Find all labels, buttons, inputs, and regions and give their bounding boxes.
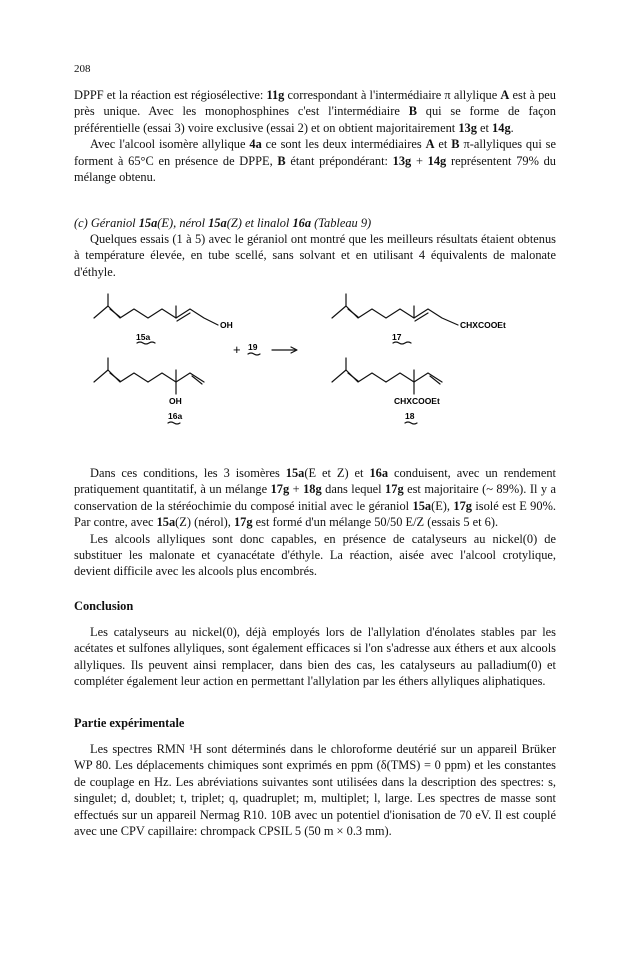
chain-bond	[332, 370, 442, 382]
text-run: (Z) et linalol	[226, 216, 293, 230]
chxcooet-label-top: CHXCOOEt	[460, 320, 506, 330]
wavy-underline	[393, 342, 411, 344]
compound-label-18: 18	[405, 411, 415, 421]
text-run: (c) Géraniol	[74, 216, 139, 230]
compound-ref: 14g	[492, 120, 511, 135]
paragraph-5: Les alcools allyliques sont donc capables, en présence de catalyseurs au nickel(0) de substituer les malonate et cyanacétate d'éthyle. La réaction, aisée avec l'alcool crotylique, devient difficile avec les alcools plus encombrés.	[74, 531, 556, 579]
intermediate-ref: B	[277, 153, 286, 168]
compound-ref: 17g	[453, 498, 472, 513]
compound-label-17: 17	[392, 332, 402, 342]
wavy-underline	[405, 422, 417, 424]
paragraph-4	[74, 465, 556, 580]
wavy-underline	[168, 422, 180, 424]
text-run: étant prépondérant:	[285, 153, 393, 168]
text-run: et	[476, 120, 493, 135]
reaction-scheme-svg	[74, 290, 556, 460]
structure-17	[332, 294, 458, 325]
structure-15a	[94, 294, 218, 325]
text-run: est formé d'un mélange 50/50 E/Z (essais 5 et 6).	[252, 515, 499, 530]
text-run: (E et Z) et	[304, 466, 370, 480]
intermediate-ref: A	[425, 137, 435, 152]
compound-ref: 17g	[270, 482, 290, 497]
text-run: conduisent, avec un rendement pratiquement quantitatif, à un mélange	[74, 466, 557, 497]
compound-label-16a: 16a	[168, 411, 183, 421]
chxcooet-label-bottom: CHXCOOEt	[394, 396, 440, 406]
chain-bond	[94, 370, 204, 382]
paragraph-2	[74, 136, 556, 185]
compound-label-15a: 15a	[136, 332, 151, 342]
oh-label-bottom: OH	[169, 396, 182, 406]
wavy-underline	[248, 353, 260, 355]
compound-ref: 17g	[385, 482, 404, 497]
compound-ref: 17g	[233, 515, 253, 530]
compound-ref: 13g	[458, 120, 477, 135]
oh-label-top: OH	[220, 320, 233, 330]
text-run: représentent 79% du mélange obtenu.	[74, 153, 557, 185]
text-run: (Z) (nérol),	[175, 515, 234, 530]
text-run: qui se forme de façon préférentielle (essai 3) voire exclusive (essai 2) et on obtient majoritairement	[74, 104, 556, 135]
text-run: est à peu près unique. Avec les monophosphines c'est l'intermédiaire	[74, 88, 557, 119]
paragraph-6	[74, 624, 556, 690]
intermediate-ref: B	[451, 137, 460, 152]
compound-ref: 11g	[266, 88, 285, 102]
structure-16a	[94, 358, 204, 394]
double-bond	[110, 373, 120, 381]
text-run: correspondant à l'intermédiaire π allylique	[284, 88, 501, 102]
compound-ref: 15a	[412, 498, 432, 513]
page-number: 208	[74, 63, 91, 75]
paragraph-6-text: Les catalyseurs au nickel(0), déjà employés lors de l'allylation d'énolates stables par les acétates et sulfones allyliques, sont également efficaces si l'on s'adresse aux éthers et aux alcools allyliques. Ils peuvent ainsi remplacer, dans bien des cas, les catalyseurs au palladium(0) et compléter également leur action en permettant l'allylation par les éthers allyliques aliphatiques.	[74, 625, 556, 689]
double-bond	[348, 373, 358, 381]
text-run: (E), nérol	[157, 216, 209, 230]
paragraph-1	[74, 87, 556, 185]
double-bond	[177, 313, 190, 321]
double-bond	[348, 309, 358, 317]
paragraph-3-text: Quelques essais (1 à 5) avec le géraniol ont montré que les meilleurs résultats étaient obtenus à température élevée, en tube scellé, sans solvant et en utilisant 4 équivalents de malonate d'éthyle.	[74, 232, 556, 279]
compound-ref: 16a	[292, 216, 312, 230]
text-run: ce sont les deux intermédiaires	[261, 137, 426, 152]
text-run: est majoritaire (~ 89%). Il y a conservation de la stéréochimie du composé initial avec le géraniol	[74, 482, 557, 513]
compound-ref: 18g	[303, 482, 322, 497]
wavy-underline	[137, 342, 155, 344]
text-run: (E),	[431, 498, 454, 513]
text-run: +	[289, 482, 304, 497]
double-bond	[110, 309, 120, 317]
text-run: dans lequel	[321, 482, 386, 497]
reaction-scheme	[74, 290, 556, 460]
structure-18	[332, 358, 442, 394]
chain-bond	[332, 306, 458, 325]
paragraph-7-text: Les spectres RMN ¹H sont déterminés dans le chloroforme deutérié sur un appareil Brüker WP 80. Les déplacements chimiques sont exprimés en ppm (δ(TMS) = 0 ppm) et les constantes de couplage en Hz. Les abréviations suivantes sont utilisées dans la description des spectres: s, singulet; d, doublet; t, triplet; q, quadruplet; m, multiplet; l, large. Les spectres de masse sont effectués sur un appareil Nermag R10. 10B avec un potentiel d'ionisation de 70 eV. Il est couplé avec une CPV capillaire: chrompack CPSIL 5 (50 m × 0.3 mm).	[74, 742, 556, 839]
compound-label-19: 19	[248, 342, 258, 352]
compound-ref: 16a	[369, 466, 389, 480]
conclusion-heading: Conclusion	[74, 599, 134, 613]
text-run: isolé est E 90%. Par contre, avec	[74, 498, 556, 530]
compound-ref: 15a	[138, 216, 158, 230]
text-run: et	[434, 137, 452, 152]
text-run: π-allyliques qui se forment à 65°C en présence de DPPE,	[74, 137, 556, 168]
compound-ref: 15a	[285, 466, 305, 480]
plus-sign: +	[233, 342, 241, 357]
intermediate-ref: B	[408, 104, 417, 119]
compound-ref: 15a	[208, 216, 227, 230]
chain-bond	[94, 306, 218, 325]
text-run: (Tableau 9)	[311, 216, 372, 230]
text-run: DPPF et la réaction est régiosélective:	[74, 88, 267, 102]
compound-ref: 4a	[249, 137, 262, 152]
text-run: +	[411, 153, 428, 168]
compound-ref: 14g	[427, 153, 447, 168]
text-run: Avec l'alcool isomère allylique	[90, 137, 250, 152]
intermediate-ref: A	[500, 88, 510, 102]
section-c-heading	[74, 215, 556, 231]
compound-ref: 15a	[156, 515, 176, 530]
experimental-heading: Partie expérimentale	[74, 716, 185, 730]
compound-ref: 13g	[392, 153, 412, 168]
text-run: .	[510, 120, 514, 135]
paragraph-3	[74, 231, 556, 280]
paragraph-7	[74, 741, 556, 839]
text-run: Dans ces conditions, les 3 isomères	[90, 466, 286, 480]
double-bond	[415, 313, 428, 321]
